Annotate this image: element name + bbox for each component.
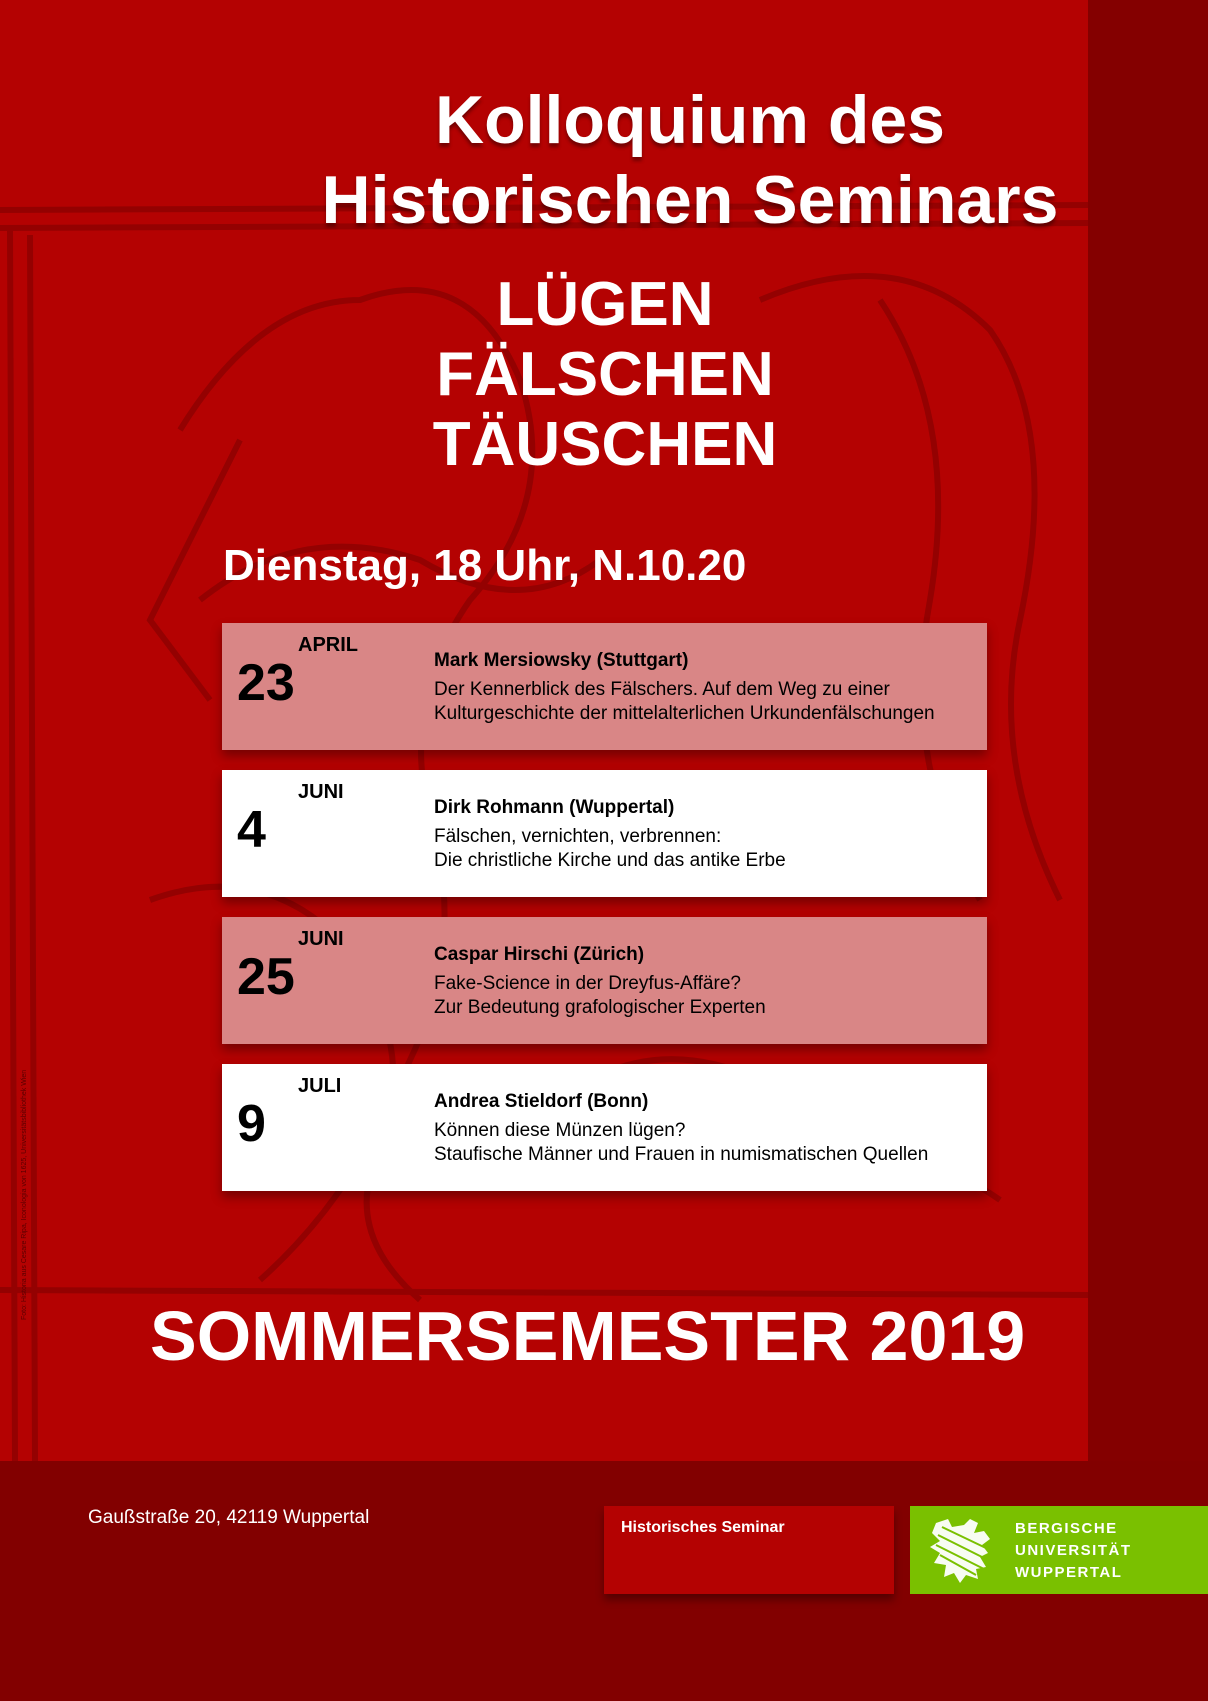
- event-speaker: Mark Mersiowsky (Stuttgart): [434, 650, 689, 671]
- image-credit: Foto: Historia aus Cesare Ripa, Iconologia von 1625, Universitätsbibliothek Wien: [21, 1069, 28, 1320]
- event-month: APRIL: [298, 634, 358, 656]
- event-title-line-2: Die christliche Kirche und das antike Erbe: [434, 850, 786, 871]
- event-card: [222, 770, 987, 897]
- event-title-line-2: Zur Bedeutung grafologischer Experten: [434, 997, 766, 1018]
- event-card: [222, 1064, 987, 1191]
- event-month: JUNI: [298, 928, 344, 950]
- event-title-line-1: Fake-Science in der Dreyfus-Affäre?: [434, 973, 741, 994]
- event-day: 23: [237, 654, 295, 712]
- event-title-line-2: Staufische Männer und Frauen in numismatischen Quellen: [434, 1144, 929, 1165]
- right-border-band: [1088, 0, 1208, 1461]
- event-card: [222, 917, 987, 1044]
- page-title-line-2: Historischen Seminars: [321, 162, 1059, 238]
- event-title-line-1: Fälschen, vernichten, verbrennen:: [434, 826, 722, 847]
- address: Gaußstraße 20, 42119 Wuppertal: [88, 1507, 370, 1528]
- university-name-line-1: BERGISCHE: [1015, 1520, 1118, 1537]
- event-title-line-1: Der Kennerblick des Fälschers. Auf dem Weg zu einer: [434, 679, 890, 700]
- event-title-line-2: Kulturgeschichte der mittelalterlichen Urkundenfälschungen: [434, 703, 935, 724]
- seminar-label: Historisches Seminar: [621, 1519, 785, 1536]
- semester-heading: SOMMERSEMESTER 2019: [150, 1297, 1026, 1375]
- seminar-box: [604, 1506, 894, 1594]
- event-day: 9: [237, 1095, 266, 1153]
- event-speaker: Caspar Hirschi (Zürich): [434, 944, 645, 965]
- theme-word-1: LÜGEN: [496, 270, 714, 339]
- page-title-line-1: Kolloquium des: [435, 82, 945, 158]
- event-day: 4: [237, 801, 266, 859]
- event-speaker: Dirk Rohmann (Wuppertal): [434, 797, 675, 818]
- university-logo-box: [910, 1506, 1208, 1594]
- university-name-line-2: UNIVERSITÄT: [1015, 1542, 1132, 1559]
- theme-word-3: TÄUSCHEN: [432, 410, 778, 479]
- schedule-info: Dienstag, 18 Uhr, N.10.20: [223, 541, 747, 590]
- event-card: [222, 623, 987, 750]
- event-speaker: Andrea Stieldorf (Bonn): [434, 1091, 649, 1112]
- event-month: JUNI: [298, 781, 344, 803]
- event-title-line-1: Können diese Münzen lügen?: [434, 1120, 686, 1141]
- university-name-line-3: WUPPERTAL: [1015, 1564, 1123, 1581]
- event-month: JULI: [298, 1075, 342, 1097]
- theme-word-2: FÄLSCHEN: [436, 340, 774, 409]
- event-day: 25: [237, 948, 295, 1006]
- footer: [0, 1461, 1208, 1701]
- university-name: [1015, 1518, 1132, 1584]
- lion-crest-icon: [926, 1515, 998, 1587]
